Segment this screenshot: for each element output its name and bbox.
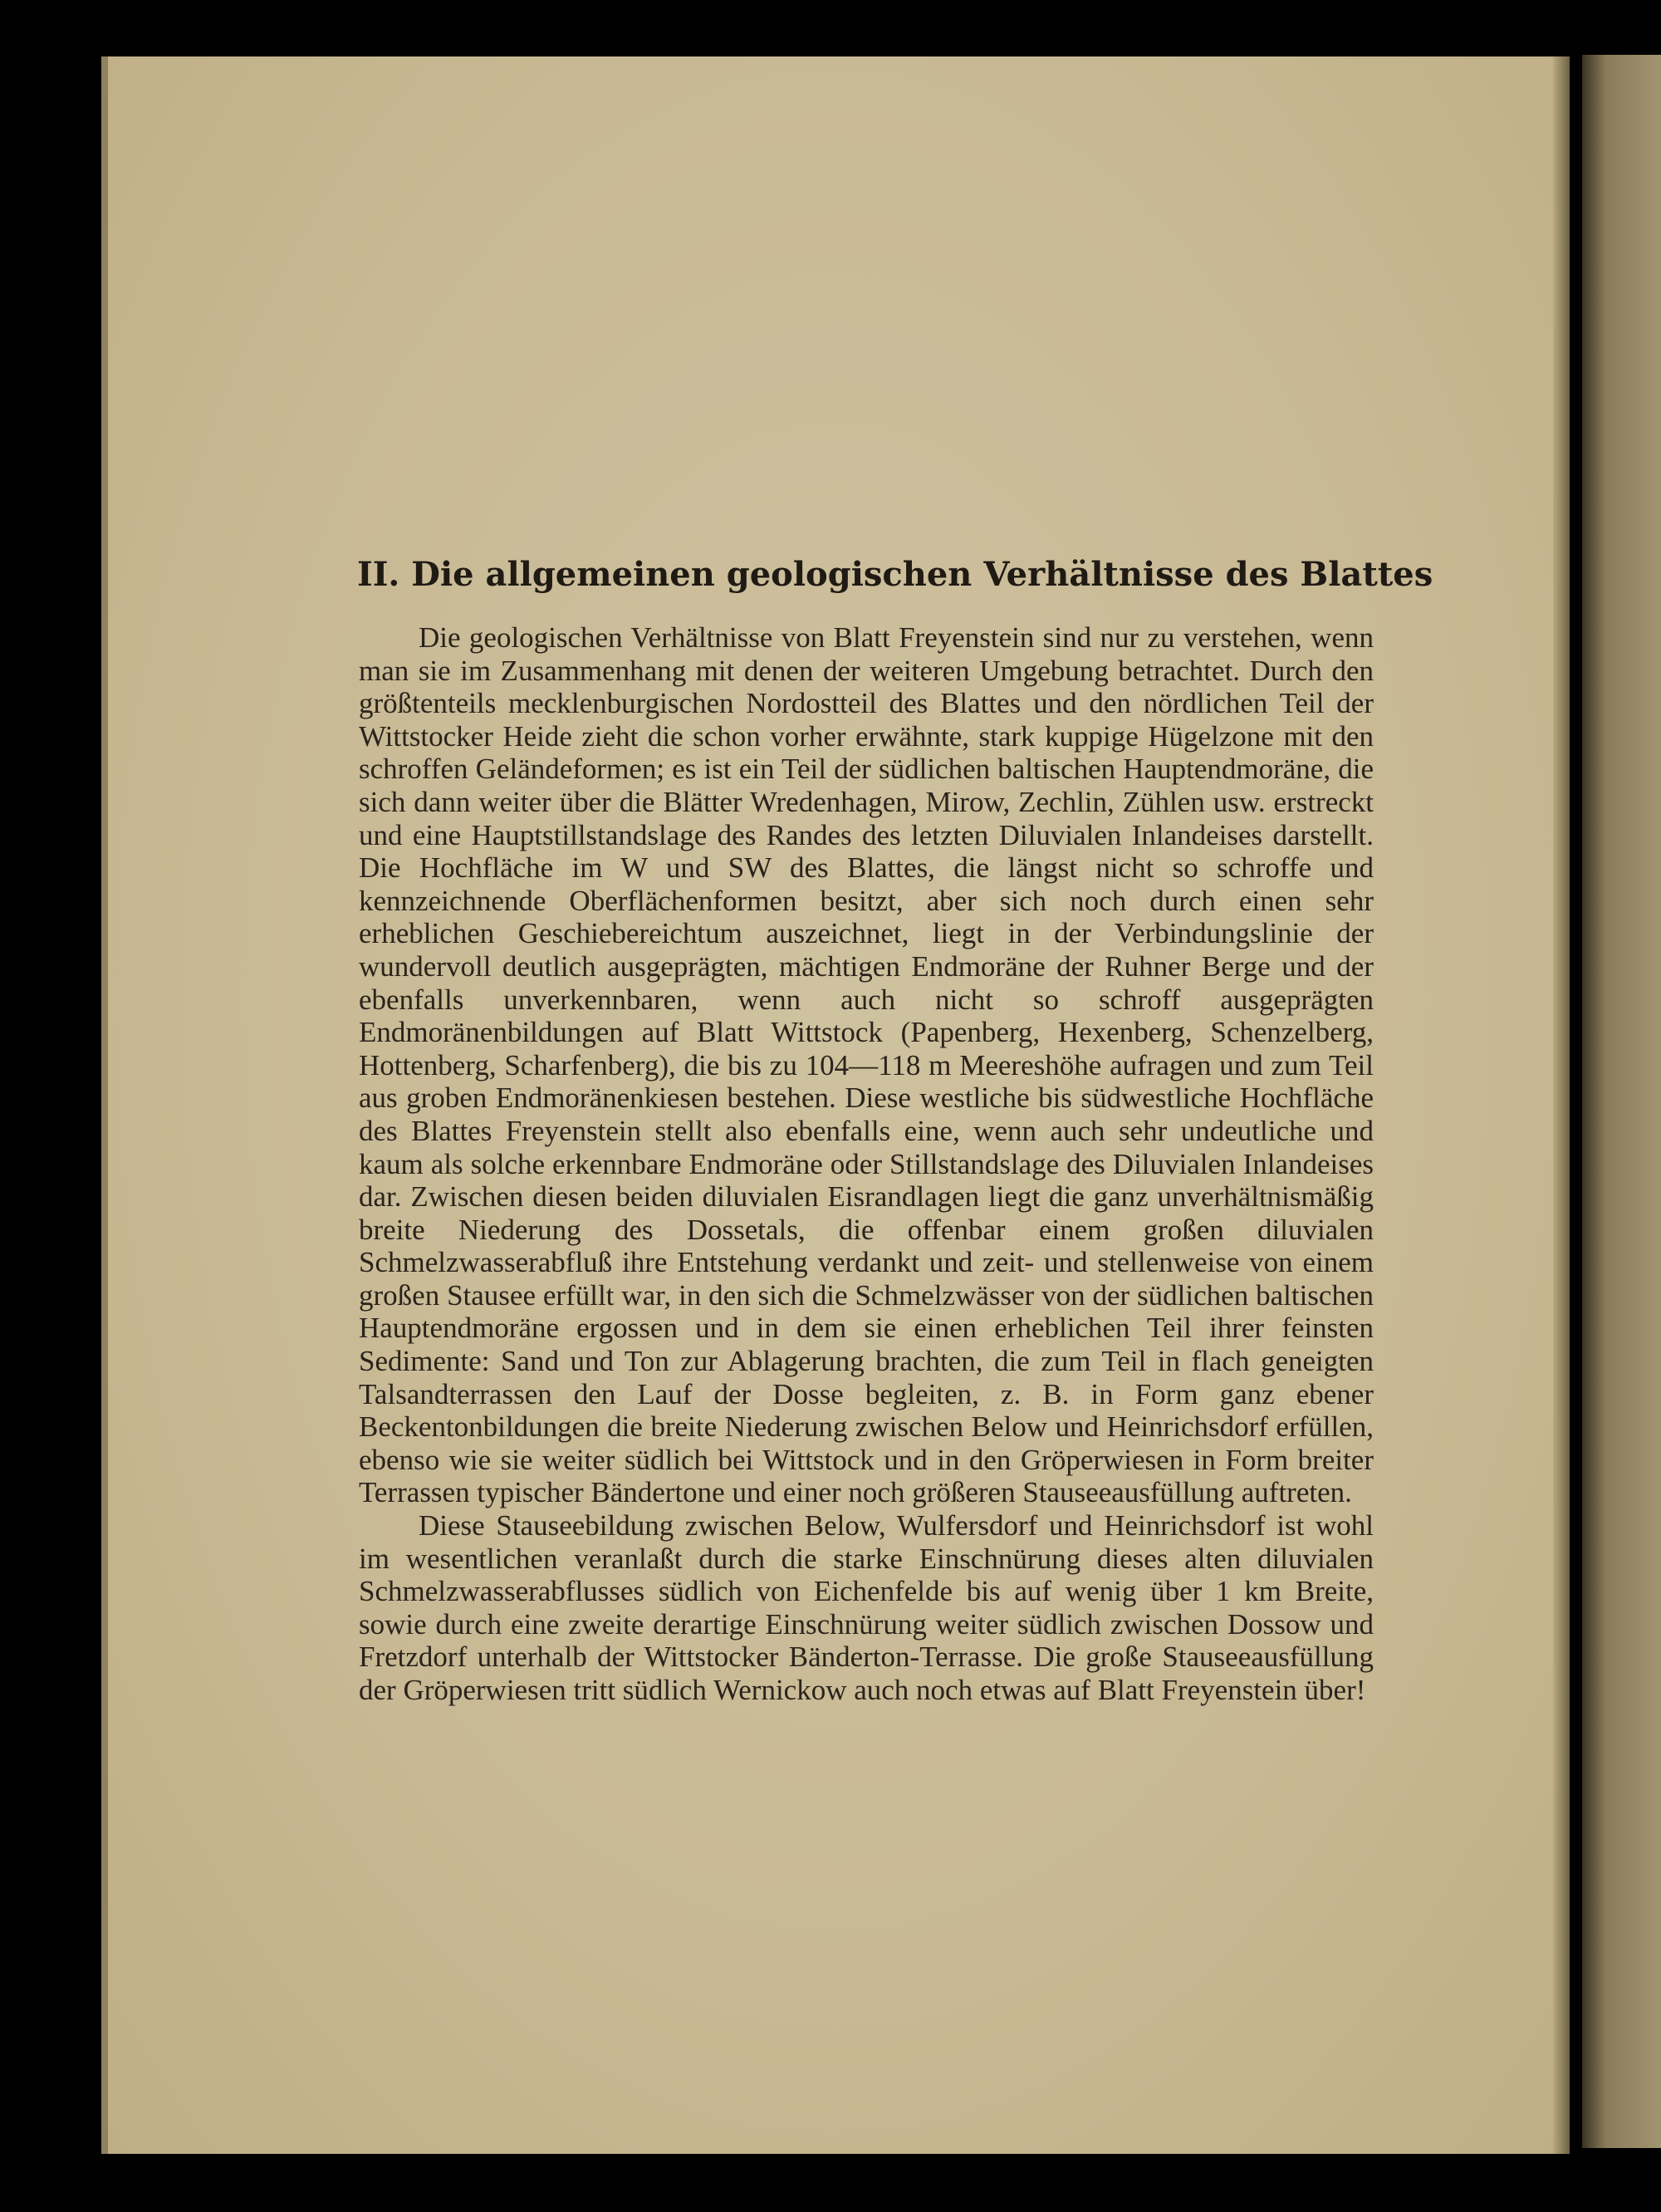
page-binding-edge — [101, 56, 108, 2154]
section-body — [359, 621, 1374, 1707]
paragraph: Diese Stauseebildung zwischen Below, Wulfersdorf und Heinrichsdorf ist wohl im wesentlichen veranlaßt durch die starke Einschnürung dieses alten diluvialen Schmelzwasserabflusses südlich von Eichenfelde bis auf wenig über 1 km Breite, sowie durch eine zweite derartige Einschnürung weiter südlich zwischen Dossow und Fretzdorf unterhalb der Wittstocker Bänderton-Terrasse. Die große Stauseeausfüllung der Gröperwiesen tritt südlich Wernickow auch noch etwas auf Blatt Freyenstein über! — [359, 1509, 1374, 1706]
page-gutter-shadow — [1553, 56, 1570, 2154]
section-heading: II. Die allgemeinen geologischen Verhältnisse des Blattes — [357, 555, 1433, 594]
paragraph: Die geologischen Verhältnisse von Blatt Freyenstein sind nur zu verstehen, wenn man sie im Zusammenhang mit denen der weiteren Umgebung betrachtet. Durch den größtenteils mecklenburgischen Nordostteil des Blattes und den nördlichen Teil der Wittstocker Heide zieht die schon vorher erwähnte, stark kuppige Hügelzone mit den schroffen Geländeformen; es ist ein Teil der südlichen baltischen Hauptendmoräne, die sich dann weiter über die Blätter Wredenhagen, Mirow, Zechlin, Zühlen usw. erstreckt und eine Hauptstillstandslage des Randes des letzten Diluvialen Inlandeises darstellt. Die Hochfläche im W und SW des Blattes, die längst nicht so schroffe und kennzeichnende Oberflächenformen besitzt, aber sich noch durch einen sehr erheblichen Geschiebereichtum auszeichnet, liegt in der Verbindungslinie der wundervoll deutlich ausgeprägten, mächtigen Endmoräne der Ruhner Berge und der ebenfalls unverkennbaren, wenn auch nicht so schroff ausgeprägten Endmoränenbildungen auf Blatt Wittstock (Papenberg, Hexenberg, Schenzelberg, Hottenberg, Scharfenberg), die bis zu 104—118 m Meereshöhe aufragen und zum Teil aus groben Endmoränenkiesen bestehen. Diese westliche bis südwestliche Hochfläche des Blattes Freyenstein stellt also ebenfalls eine, wenn auch sehr undeutliche und kaum als solche erkennbare Endmoräne oder Stillstandslage des Diluvialen Inlandeises dar. Zwischen diesen beiden diluvialen Eisrandlagen liegt die ganz unverhältnismäßig breite Niederung des Dossetals, die offenbar einem großen diluvialen Schmelzwasserabfluß ihre Entstehung verdankt und zeit- und stellenweise von einem großen Stausee erfüllt war, in den sich die Schmelzwässer von der südlichen baltischen Hauptendmoräne ergossen und in dem sie einen erheblichen Teil ihrer feinsten Sedimente: Sand und Ton zur Ablagerung brachten, die zum Teil in flach geneigten Talsandterrassen den Lauf der Dosse begleiten, z. B. in Form ganz ebener Beckentonbildungen die breite Niederung zwischen Below und Heinrichsdorf erfüllen, ebenso wie sie weiter südlich bei Wittstock und in den Gröperwiesen in Form breiter Terrassen typischer Bändertone und einer noch größeren Stauseeausfüllung auftreten. — [359, 621, 1374, 1509]
adjacent-page-edge — [1582, 55, 1661, 2148]
